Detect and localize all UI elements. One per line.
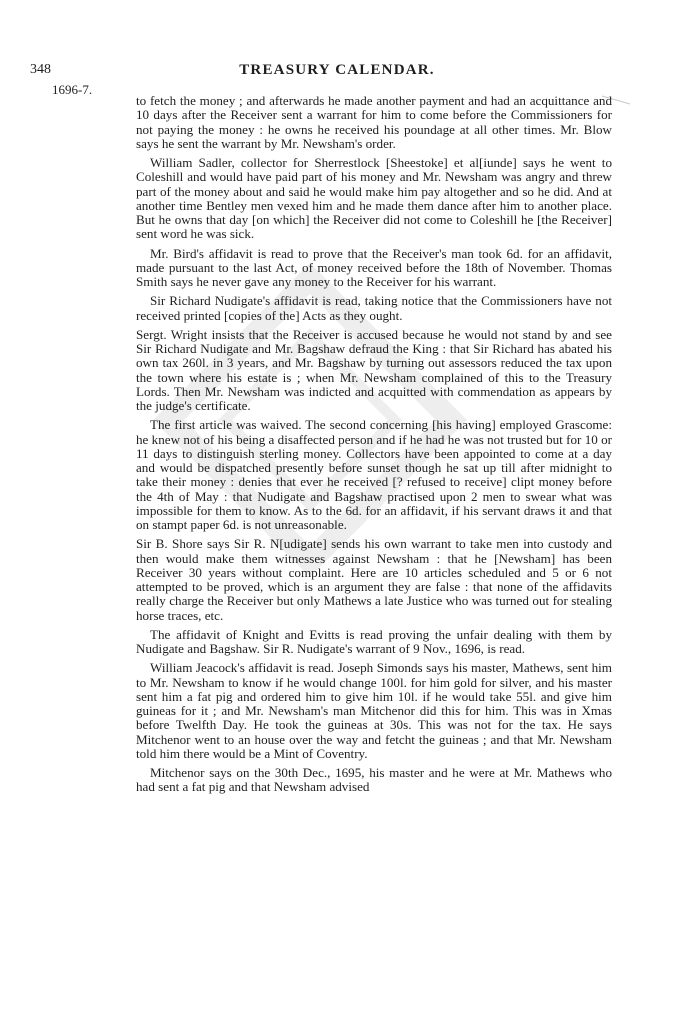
paragraph: The first article was waived. The second concerning [his having] employed Grascome: he knew not of his being a disaffected person and if he had he was not trusted but for 10 or 11 days to distinguish sterling money. Collectors have been appointed to come at a day and would be dispatched presently before sunset though he sat up till after midnight to take their money : denies that ever he received [? refused to receive] clipt money before the 4th of May : that Nudigate and Bagshaw practised upon 2 men to swear what was impossible for them to know. As to the 6d. for an affidavit, if his servant draws it and that on stampt paper 6d. is not unreasonable. bbox=[136, 417, 612, 532]
paragraph: Sir B. Shore says Sir R. N[udigate] sends his own warrant to take men into custody and then would make them witnesses against Newsham : that he [Newsham] has been Receiver 30 years without complaint. Here are 10 articles scheduled and 5 or 6 not attempted to be proved, which is an argument they are false : that none of the affidavits really charge the Receiver but only Mathews a late Justice who was turned out for stealing horse traces, etc. bbox=[136, 536, 612, 623]
body-text bbox=[136, 94, 612, 800]
margin-year: 1696-7. bbox=[52, 82, 93, 97]
paragraph: Mitchenor says on the 30th Dec., 1695, his master and he were at Mr. Mathews who had sent a fat pig and that Newsham advised bbox=[136, 765, 612, 795]
paragraph: Mr. Bird's affidavit is read to prove that the Receiver's man took 6d. for an affidavit, made pursuant to the last Act, of money received before the 18th of November. Thomas Smith says he never gave any money to the Receiver for his warrant. bbox=[136, 245, 612, 289]
paragraph: Sir Richard Nudigate's affidavit is read, taking notice that the Commissioners have not received printed [copies of the] Acts as they ought. bbox=[136, 293, 612, 323]
paragraph: to fetch the money ; and afterwards he made another payment and had an acquittance and 10 days after the Receiver sent a warrant for him to come before the Commissioners for not paying the money : he owns he received his poundage at all other times. Mr. Blow says he sent the warrant by Mr. Newsham's order. bbox=[136, 93, 612, 151]
page-number: 348 bbox=[30, 62, 51, 77]
paragraph: Sergt. Wright insists that the Receiver is accused because he would not stand by and see Sir Richard Nudigate and Mr. Bagshaw defraud the King : that Sir Richard has abated his own tax 260l. in 3 years, and Mr. Bagshaw by turning out assessors reduced the tax upon the town where his estate is ; when Mr. Newsham complained of this to the Treasury Lords. Then Mr. Newsham was indicted and acquitted with commendation as appears by the judge's certificate. bbox=[136, 326, 612, 413]
paragraph: The affidavit of Knight and Evitts is read proving the unfair dealing with them by Nudigate and Bagshaw. Sir R. Nudigate's warrant of 9 Nov., 1696, is read. bbox=[136, 626, 612, 656]
paragraph: William Sadler, collector for Sherrestlock [Sheestoke] et al[iunde] says he went to Coleshill and would have paid part of his money and Mr. Newsham was angry and threw part of the money about and said he would make him pay altogether and so he did. And at another time Bentley men vexed him and he made them dance after him to another place. But he owns that day [on which] the Receiver did not come to Coleshill he [the Receiver] sent word he was sick. bbox=[136, 155, 612, 242]
paragraph: William Jeacock's affidavit is read. Joseph Simonds says his master, Mathews, sent him to Mr. Newsham to know if he would change 100l. for him gold for silver, and his master sent him a fat pig and ordered him to give him 10l. if he would take 55l. and give him guineas for it ; and Mr. Newsham's man Mitchenor did this for him. This was in Xmas before Twelfth Day. He took the guineas at 30s. This was not for the tax. He says Mitchenor went to an house over the way and fetcht the guineas ; and that Mr. Newsham told him there would be a Mint of Coventry. bbox=[136, 660, 612, 761]
running-head: TREASURY CALENDAR. bbox=[239, 62, 435, 78]
